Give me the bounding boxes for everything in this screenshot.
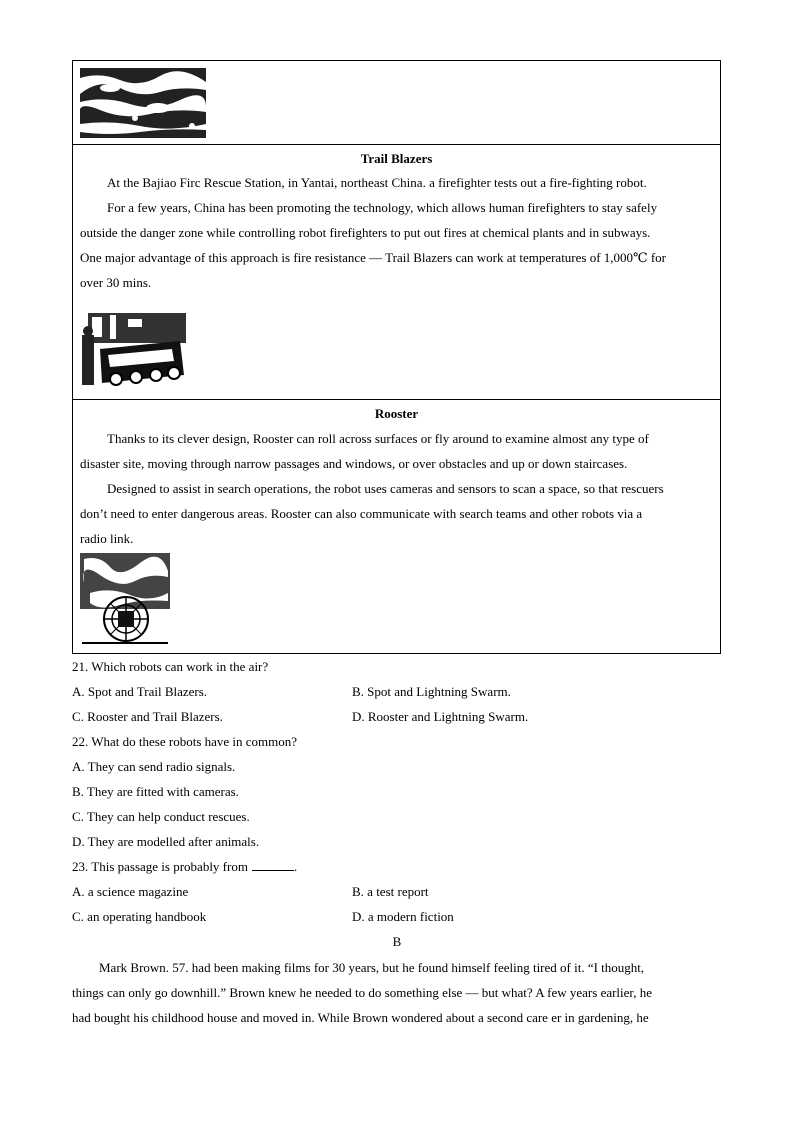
question-23-option-c: C. an operating handbook <box>72 909 207 924</box>
question-22-option-b: B. They are fitted with cameras. <box>72 784 239 799</box>
question-22-option-a: A. They can send radio signals. <box>72 759 236 774</box>
robot-swarm-photo <box>80 68 206 138</box>
question-21-option-c: C. Rooster and Trail Blazers. <box>72 709 223 724</box>
rooster-line-3: Designed to assist in search operations, the robot uses cameras and sensors to scan a space, so that rescuers <box>107 481 664 496</box>
trail-blazers-line-4: One major advantage of this approach is fire resistance — Trail Blazers can work at temperatures of 1,000℃ for <box>80 250 666 265</box>
trail-blazers-line-5: over 30 mins. <box>80 275 152 290</box>
rooster-card <box>72 399 721 654</box>
trail-blazers-title: Trail Blazers <box>360 151 433 166</box>
question-23-option-b: B. a test report <box>352 884 429 899</box>
rooster-line-5: radio link. <box>80 531 134 546</box>
section-b-heading: B <box>392 934 402 949</box>
question-21-option-a: A. Spot and Trail Blazers. <box>72 684 208 699</box>
trail-blazers-line-1: At the Bajiao Firc Rescue Station, in Yantai, northeast China. a firefighter tests out a fire-fighting robot. <box>107 175 647 190</box>
trail-blazers-photo <box>80 305 188 391</box>
section-b-line-3: had bought his childhood house and moved in. While Brown wondered about a second care er in gardening, he <box>72 1010 649 1025</box>
trail-blazers-card <box>72 144 721 400</box>
rooster-photo <box>80 553 170 649</box>
trail-blazers-line-2: For a few years, China has been promoting the technology, which allows human firefighters to stay safely <box>107 200 658 215</box>
question-22-option-d: D. They are modelled after animals. <box>72 834 260 849</box>
rooster-line-4: don’t need to enter dangerous areas. Rooster can also communicate with search teams and other robots via a <box>80 506 643 521</box>
rooster-line-2: disaster site, moving through narrow passages and windows, or over obstacles and up or down staircases. <box>80 456 628 471</box>
rooster-title: Rooster <box>374 406 419 421</box>
question-21-option-b: B. Spot and Lightning Swarm. <box>352 684 511 699</box>
question-22-option-c: C. They can help conduct rescues. <box>72 809 250 824</box>
question-23-stem-row <box>72 859 297 875</box>
answer-blank <box>252 860 294 871</box>
question-23-option-a: A. a science magazine <box>72 884 189 899</box>
question-23-stem-end: . <box>293 859 298 874</box>
question-23-stem: 23. This passage is probably from <box>72 859 248 874</box>
section-b-line-1: Mark Brown. 57. had been making films for 30 years, but he found himself feeling tired of it. “I thought, <box>99 960 645 975</box>
section-b-line-2: things can only go downhill.” Brown knew he needed to do something else — but what? A few years earlier, he <box>72 985 653 1000</box>
trail-blazers-line-3: outside the danger zone while controlling robot firefighters to put out fires at chemical plants and in subways. <box>80 225 651 240</box>
question-21-stem: 21. Which robots can work in the air? <box>72 659 269 674</box>
rooster-line-1: Thanks to its clever design, Rooster can roll across surfaces or fly around to examine almost any type of <box>107 431 649 446</box>
question-23-option-d: D. a modern fiction <box>352 909 454 924</box>
robot-card-top <box>72 60 721 145</box>
question-21-option-d: D. Rooster and Lightning Swarm. <box>352 709 529 724</box>
question-22-stem: 22. What do these robots have in common? <box>72 734 298 749</box>
